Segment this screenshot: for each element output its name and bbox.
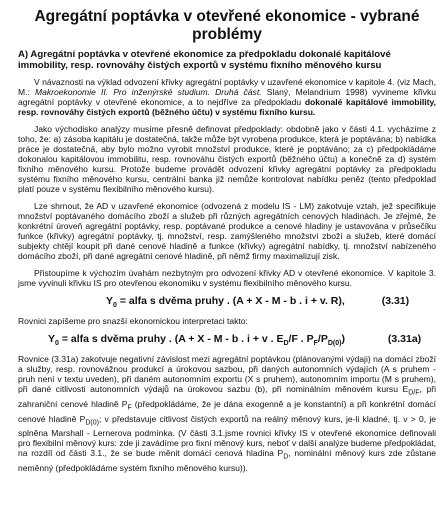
equation-3-31 [18,295,436,309]
paragraph-rewrite: Rovnici zapíšeme pro snazší ekonomickou interpretaci takto: [18,316,248,327]
equation-number: (3.31a) [387,333,422,346]
intro-text-c: Slaný, Melandrium 1998) vyvineme křivku agregátní poptávky v otevřené ekonomice, a to nejdříve za předpokladu [18,87,436,107]
paragraph-intro [18,77,436,117]
book-title: Makroekonomie II. Pro inženýrské studium. Druhá část. [35,87,262,97]
intro-text-a: V návaznosti na výklad odvození křivky agregátní poptávky v uzavřené ekonomice v kapitole 4. (viz Mach, M.: [18,77,436,97]
paragraph-summary: Lze shrnout, že AD v uzavřené ekonomice (odvozená z modelu IS - LM) zakotvuje vztah, jež specifikuje množství poptávaného domácího zboží a služeb při různých agregátních cenových hladinách. Je zřejmé, že konkrétní úroveň agregátní poptávky, resp. poptávané produkce a cenové hladiny je ustavována v průsečíku funkce (křivky) agregátní poptávky, tj. množství, resp. zamýšleného množství zboží a služeb, které domácí subjekty chtějí koupit při dané cenové hladině a funkce (křivky) agregátní nabídky, tj. množství nabízeného domácího zboží, při dané agregátní cenové hladině, při němž firmy maximalizují zisk. [18,201,436,261]
intro-emphasis: dokonalé kapitálové immobility, resp. rovnováhy čistých exportů (běžného účtu) v systému fixního kursu. [18,97,436,117]
equation-3-31a [18,333,436,347]
equation-number: (3.31) [381,295,410,307]
page-title: Agregátní poptávka v otevřené ekonomice - vybrané problémy [34,8,420,43]
equation-lhs: $Y_0$ = alfa s dvěma pruhy . (A + X - M - b . i + v . $E_D/F$ . $P_F/P_{D(0)}$) [48,333,345,348]
equation-lhs: $Y_0$ = alfa s dvěma pruhy . (A + X - M - b . i + v. R), [106,295,345,310]
paragraph-interpretation: Rovnice (3.31a) zakotvuje negativní závislost mezi agregátní poptávkou (plánovanými výdaji) na domácí zboží a služby, resp. rovnovážnou produkcí a úrokovou sazbou, při daných autonomních výdajích (A s pruhem - pruh není v textu uveden), při daném autonomním exportu (X s pruhem), autonomním importu (M s pruhem), při dané citlivosti autonomních výdajů na úrokovou sazbu (b), při nominálním měnovém kursu $E_{D/F}$, při zahraniční cenové hladině $P_F$ (předpokládáme, že je dána exogenně a je konstantní) a při konkrétní domácí cenové hladině $P_{D(0)}$; v představuje citlivost čistých exportů na reálný měnový kurs, je-li kladné, tj. v > 0, je splněna Marshall - Lernerova podmínka. (V části 3.1.jsme rovnici křivky IS v otevřené ekonomice definovali pro flexibilní měnový kurs: zde ji zavádíme pro fixní měnový kurs, neboť v další analýze budeme předpokládat, na rozdíl od části 3.1., že se bude měnit domácí cenová hladina $P_D$, nominální měnový kurs zde zůstane neměnný (předpokládáme systém fixního měnového kursu)). [18,354,437,473]
paragraph-assumptions: Jako východisko analýzy musíme přesně definovat předpoklady: obdobně jako v části 4.1. vycházíme z toho, že: a) zásoba kapitálu je dostatečná, takže může být vyrobena produkce, která je poptávána; b) nabídka práce je dostatečná, aby bylo možno vyrobit množství produkce, které je poptáváno; za c) předpokládáme dokonalou kapitálovou immobilitu, resp. rovnováhu čistých exportů (běžného účtu) a konečně za d) systém fixního měnového kursu. Protože budeme provádět odvození křivky agregátní poptávky za předpokladu systému fixního měnového kursu, centrální banka již nemůže kontrolovat nabídku peněz (tento předpoklad platí pouze v systému flexibilního měnového kursu). [18,124,436,194]
section-heading: A) Agregátní poptávka v otevřené ekonomice za předpokladu dokonalé kapitálové immobility, resp. rovnováhy čistých exportů v systému fixního měnového kursu [18,49,391,71]
paragraph-derivation: Přistoupíme k výchozím úvahám nezbytným pro odvození křivky AD v otevřené ekonomice. V kapitole 3. jsme vyvinuli křivku IS pro otevřenou ekonomiku v systému flexibilního měnového kursu. [18,268,436,288]
